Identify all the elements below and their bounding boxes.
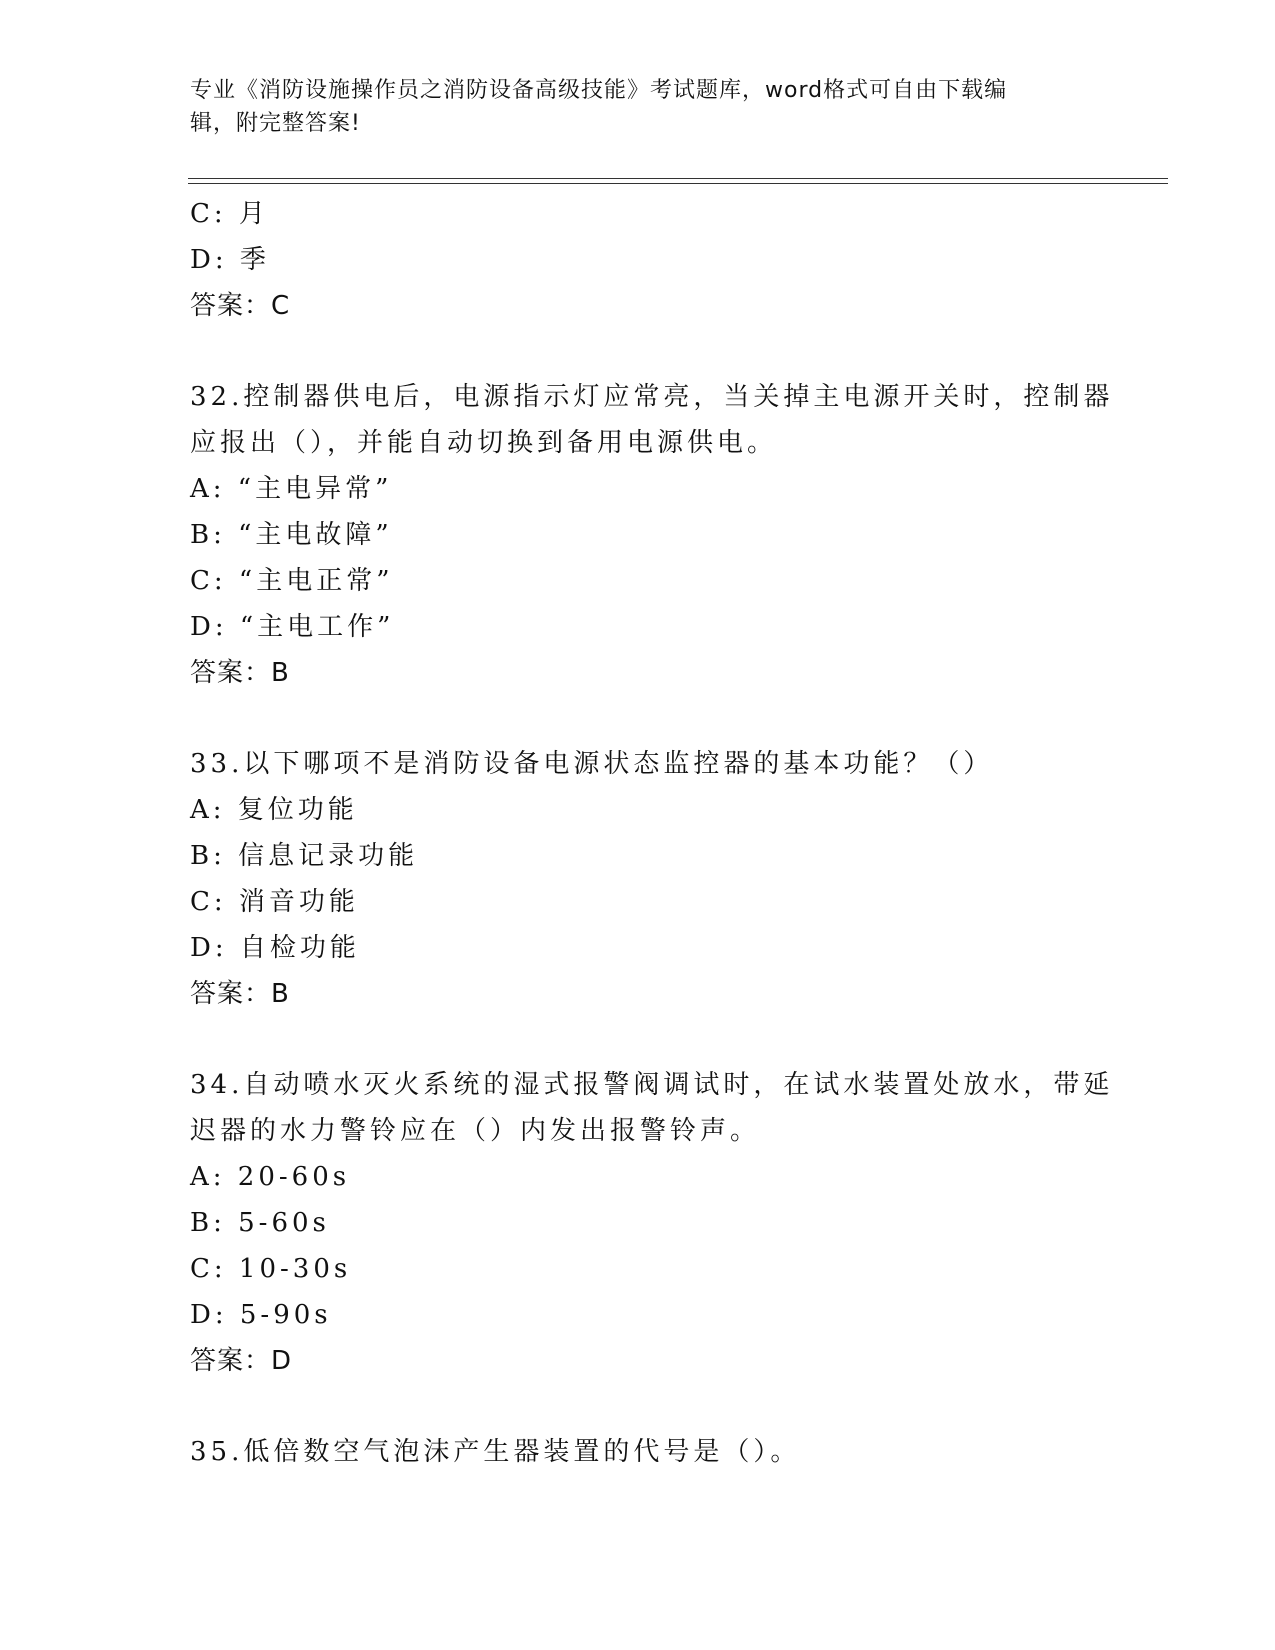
question-31-continued [190,191,1090,329]
document-header [190,74,1070,140]
option-c: C: 消音功能 [190,887,359,917]
option-b: B: 5-60s [190,1208,330,1238]
question-33 [190,741,1090,1017]
answer-line: 答案：B [190,658,290,688]
header-divider-bottom [188,183,1168,184]
question-list [190,191,1114,1475]
option-d: D: 5-90s [190,1300,332,1330]
option-c: C: “主电正常” [190,566,394,596]
question-stem-line: 34.自动喷水灭火系统的湿式报警阀调试时，在试水装置处放水，带延 [190,1070,1114,1100]
answer-line: 答案：C [190,291,291,321]
option-d: D: 自检功能 [190,933,360,963]
option-b: B: 信息记录功能 [190,841,419,871]
option-a: A: 复位功能 [190,795,358,825]
question-stem-line: 应报出（），并能自动切换到备用电源供电。 [190,428,778,458]
option-a: A: 20-60s [190,1162,351,1192]
question-stem-line: 33.以下哪项不是消防设备电源状态监控器的基本功能？（） [190,749,994,779]
option-c: C: 月 [190,199,269,229]
question-stem-line: 35.低倍数空气泡沫产生器装置的代号是（）。 [190,1437,801,1467]
header-line-2: 辑，附完整答案! [190,111,361,136]
header-divider-top [188,178,1168,179]
question-32 [190,374,1114,696]
option-b: B: “主电故障” [190,520,393,550]
question-stem-line: 32.控制器供电后，电源指示灯应常亮，当关掉主电源开关时，控制器 [190,382,1114,412]
question-34 [190,1062,1114,1384]
option-d: D: “主电工作” [190,612,395,642]
option-d: D: 季 [190,245,270,275]
option-a: A: “主电异常” [190,474,393,504]
answer-line: 答案：B [190,979,290,1009]
question-35 [190,1429,1090,1475]
header-line-1: 专业《消防设施操作员之消防设备高级技能》考试题库，word格式可自由下载编 [190,78,1008,103]
answer-line: 答案：D [190,1346,293,1376]
question-stem-line: 迟器的水力警铃应在（）内发出报警铃声。 [190,1116,761,1146]
option-c: C: 10-30s [190,1254,352,1284]
